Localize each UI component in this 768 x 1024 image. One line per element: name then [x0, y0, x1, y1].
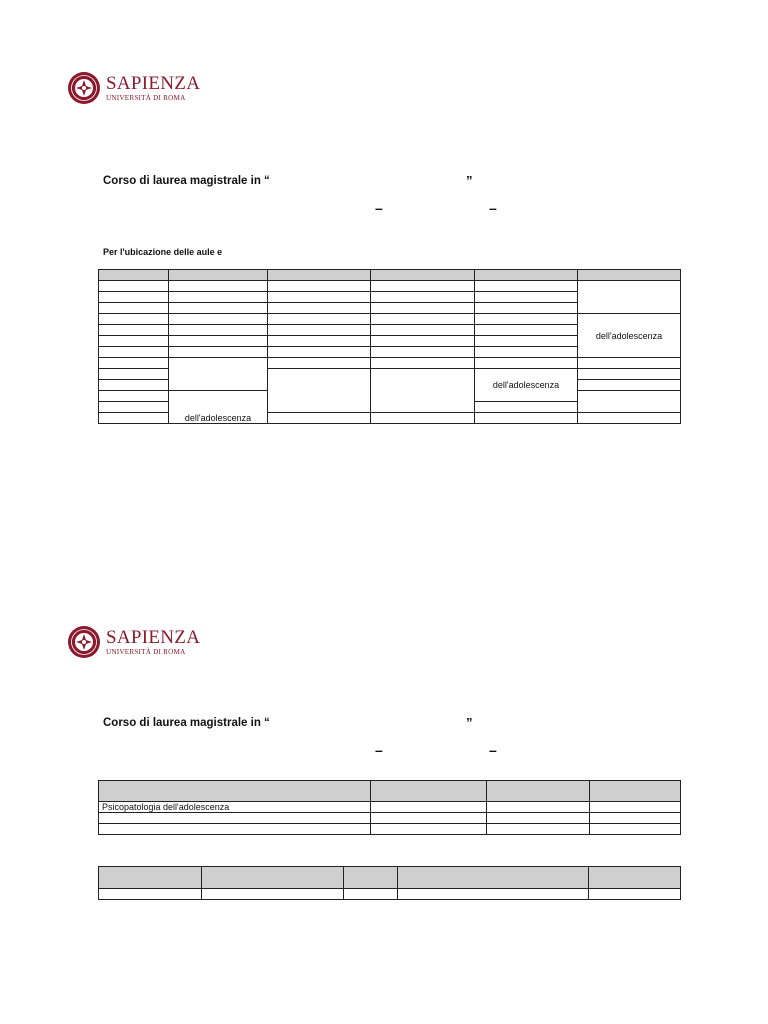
course-name: Psicopatologia dell'adolescenza	[99, 802, 371, 813]
logo-subtitle: UNIVERSITÀ DI ROMA	[106, 647, 186, 656]
schedule-table	[98, 269, 681, 424]
dash-2-p2: –	[489, 742, 497, 758]
course-name	[99, 813, 371, 824]
sapienza-logo-2	[67, 625, 200, 659]
table-row	[99, 824, 681, 835]
dash-1: –	[375, 200, 383, 216]
schedule-cell-mid: dell'adolescenza	[475, 369, 578, 402]
logo-name: SAPIENZA	[106, 72, 201, 94]
table-row	[99, 889, 681, 900]
schedule-cell-left: dell'adolescenza	[169, 391, 268, 424]
logo-subtitle: UNIVERSITÀ DI ROMA	[106, 93, 186, 102]
sapienza-seal-icon	[67, 71, 101, 105]
course-name	[99, 824, 371, 835]
courses-table	[98, 780, 681, 835]
schedule-header	[99, 270, 169, 281]
sapienza-logo	[67, 71, 200, 105]
table-row	[99, 802, 681, 813]
quote-close-2: ”	[466, 715, 473, 730]
quote-close: ”	[466, 173, 473, 188]
table-row	[99, 813, 681, 824]
course-heading-2: Corso di laurea magistrale in “	[103, 717, 270, 729]
course-heading: Corso di laurea magistrale in “	[103, 175, 270, 187]
location-note: Per l'ubicazione delle aule e	[103, 247, 223, 257]
details-table	[98, 866, 681, 900]
sapienza-seal-icon	[67, 625, 101, 659]
schedule-cell-right: dell'adolescenza	[578, 314, 681, 358]
dash-2: –	[489, 200, 497, 216]
dash-1-p2: –	[375, 742, 383, 758]
logo-name: SAPIENZA	[106, 626, 201, 648]
